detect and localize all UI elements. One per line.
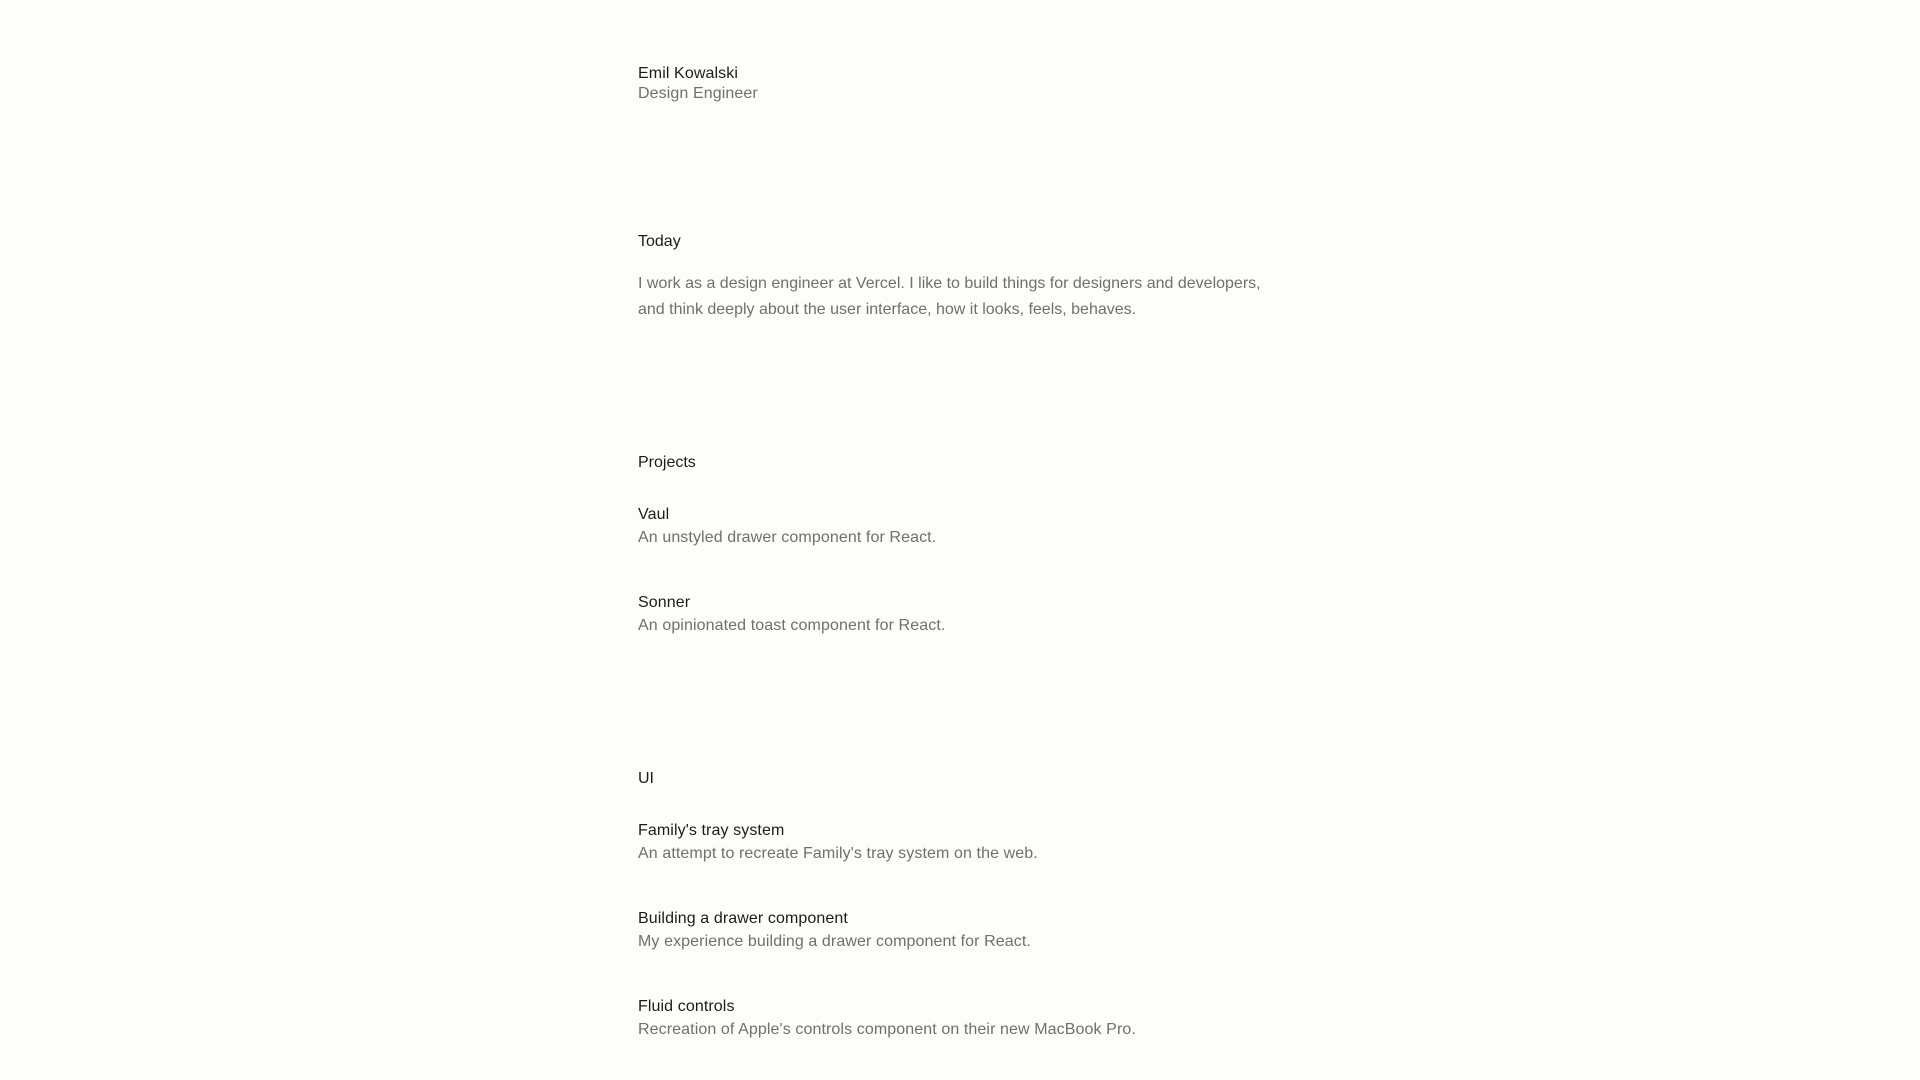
project-item-vaul[interactable] (638, 506, 936, 547)
today-paragraph (638, 271, 1298, 323)
today-paragraph-line2: and think deeply about the user interface, how it looks, feels, behaves. (638, 301, 1137, 318)
projects-heading: Projects (638, 454, 696, 471)
ui-item-title: Family's tray system (638, 822, 785, 839)
author-name: Emil Kowalski (638, 65, 738, 82)
today-paragraph-line1: I work as a design engineer at Vercel. I like to build things for designers and developers, (638, 275, 1261, 292)
ui-item-building-drawer[interactable] (638, 910, 1031, 951)
ui-item-description: Recreation of Apple's controls component on their new MacBook Pro. (638, 1021, 1136, 1038)
project-description: An unstyled drawer component for React. (638, 529, 937, 546)
ui-item-family-tray-system[interactable] (638, 822, 1038, 863)
project-title: Sonner (638, 594, 691, 611)
ui-heading: UI (638, 770, 654, 787)
author-role: Design Engineer (638, 85, 758, 102)
ui-item-description: An attempt to recreate Family's tray system on the web. (638, 845, 1038, 862)
ui-item-fluid-controls[interactable] (638, 998, 1136, 1039)
ui-item-description: My experience building a drawer component for React. (638, 933, 1031, 950)
project-title: Vaul (638, 506, 670, 523)
project-item-sonner[interactable] (638, 594, 945, 635)
today-heading: Today (638, 233, 681, 250)
ui-item-title: Building a drawer component (638, 910, 848, 927)
project-description: An opinionated toast component for React. (638, 617, 946, 634)
ui-item-title: Fluid controls (638, 998, 735, 1015)
